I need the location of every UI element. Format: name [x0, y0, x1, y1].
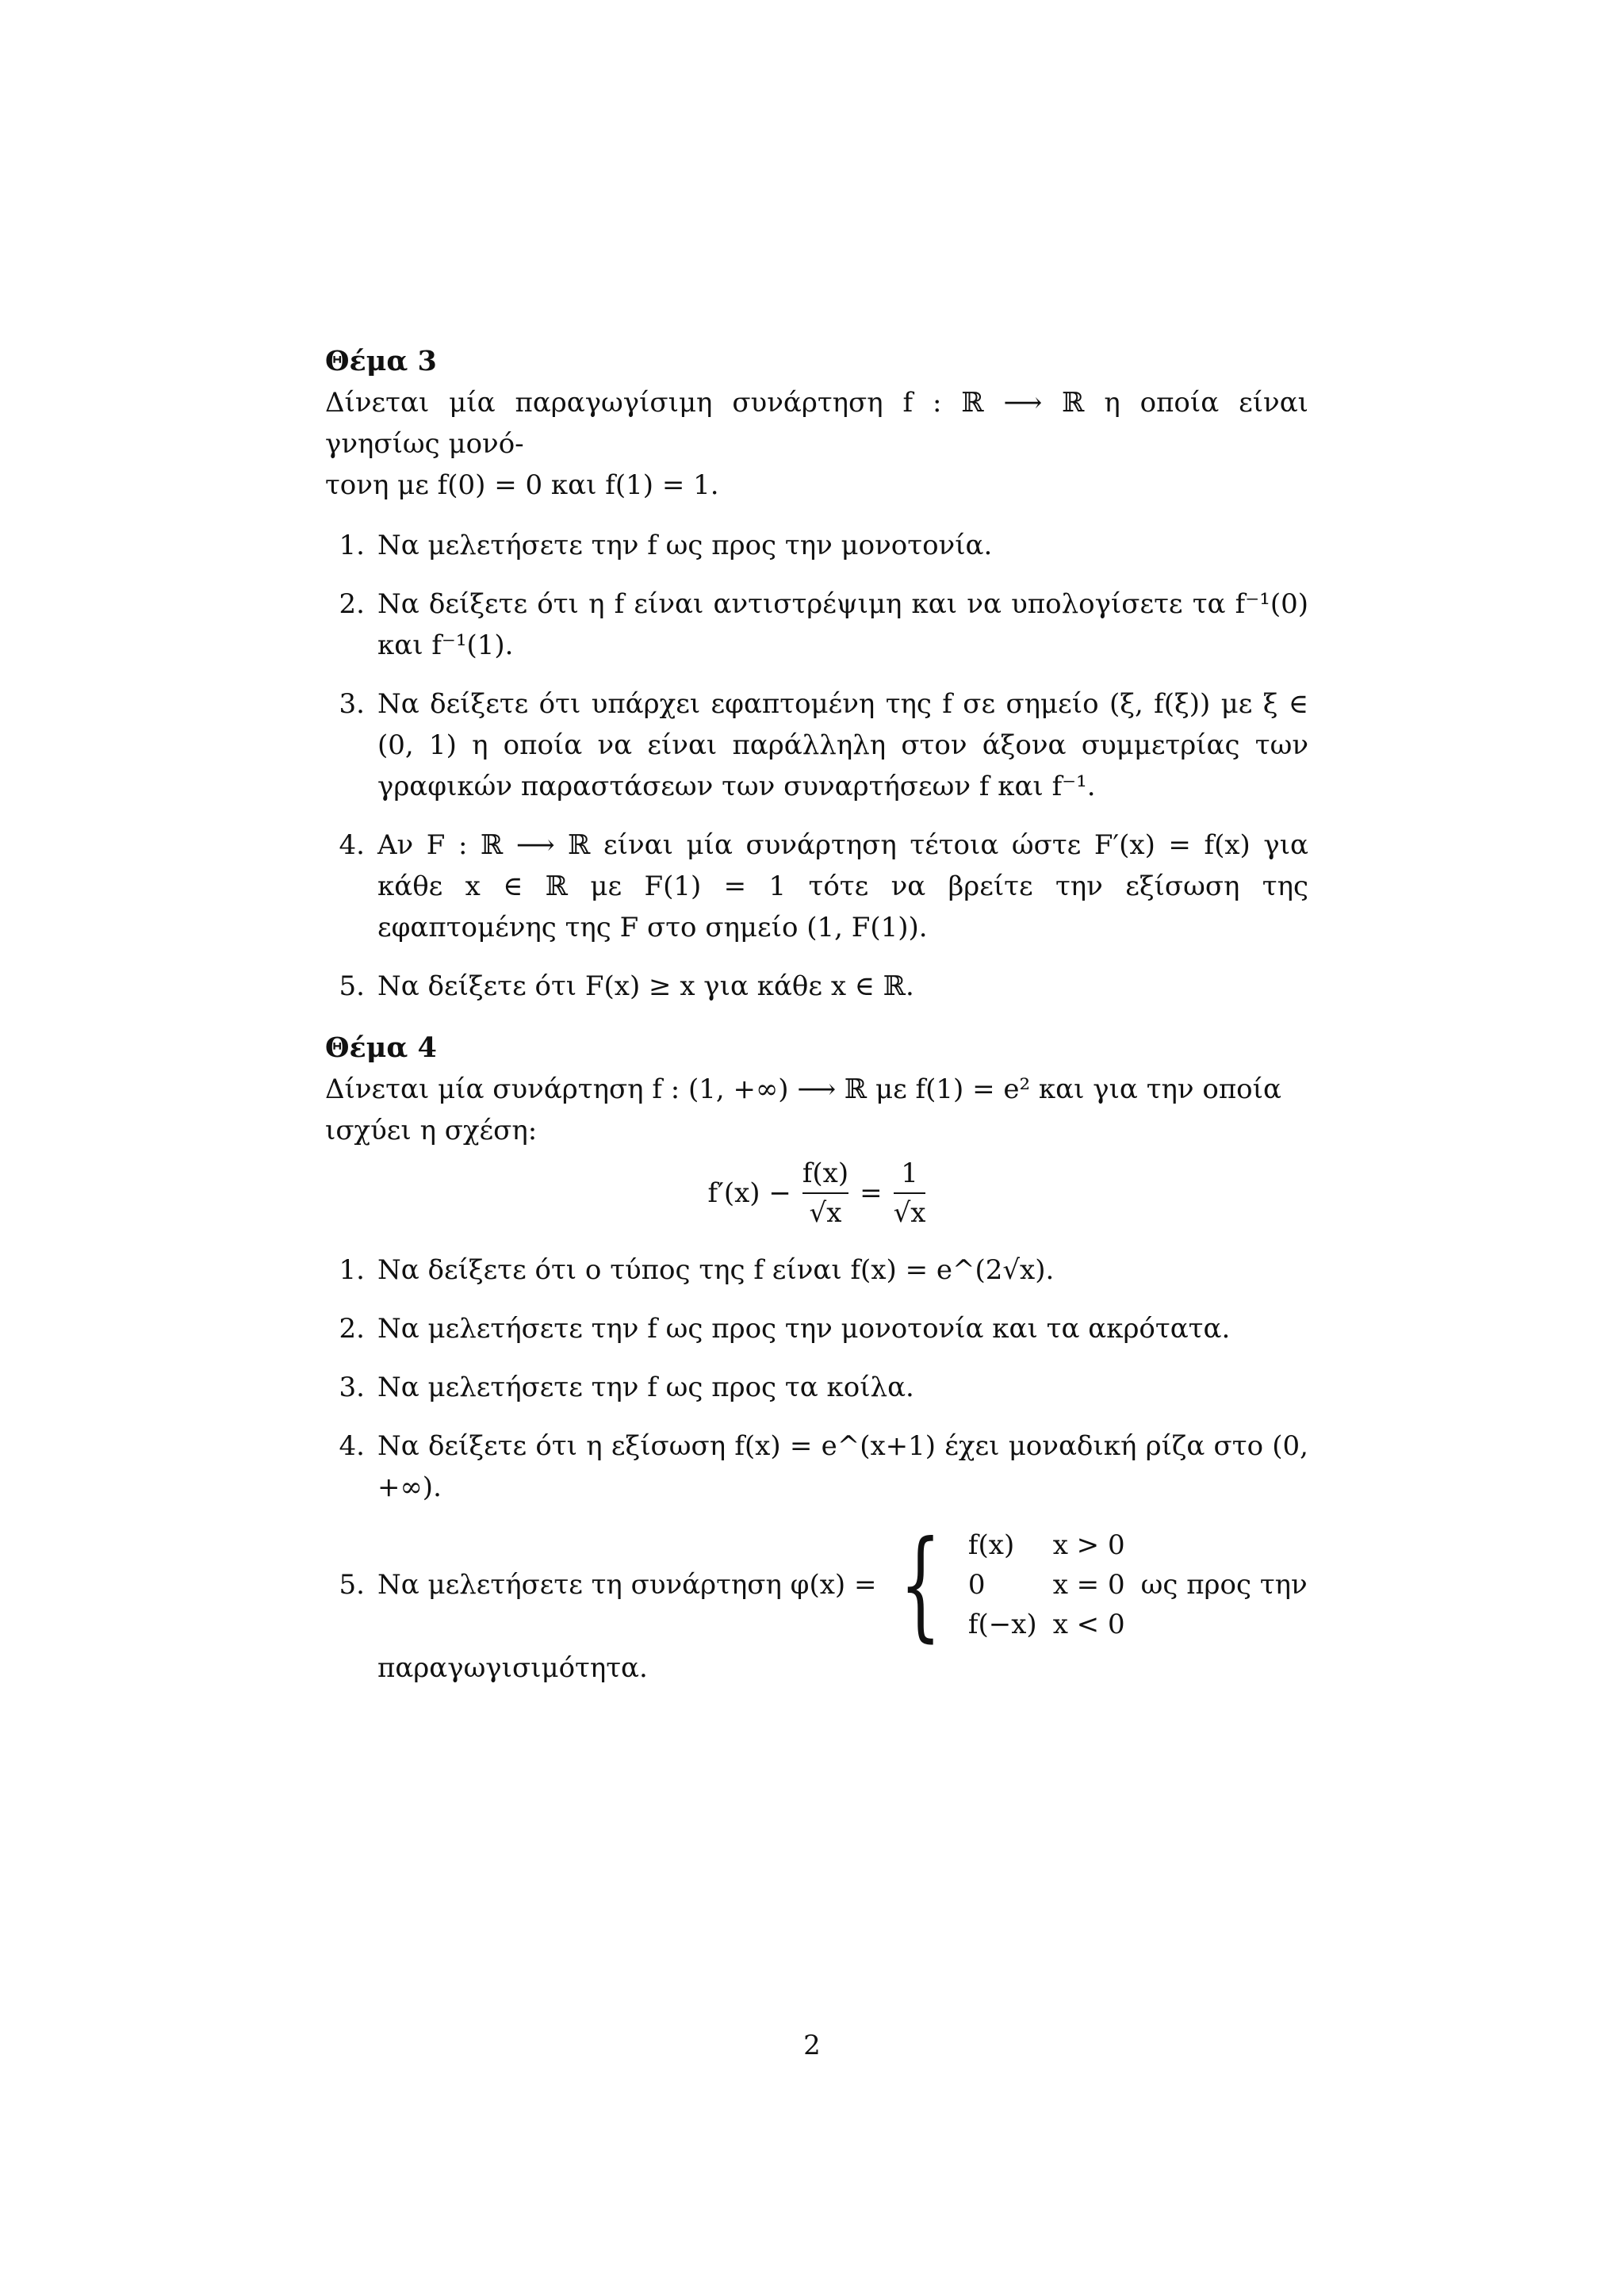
theme-3-intro-line2: τονη με f(0) = 0 και f(1) = 1.	[325, 469, 719, 501]
theme-4-intro-line2: ισχύει η σχέση:	[325, 1115, 538, 1146]
list-item	[325, 1367, 1308, 1408]
case-cond: x > 0	[1052, 1529, 1125, 1561]
theme-3-intro	[325, 382, 1308, 506]
list-item	[325, 966, 1308, 1007]
list-item	[325, 1249, 1308, 1291]
item-text: Να δείξετε ότι υπάρχει εφαπτομένη της f σε σημείο (ξ, f(ξ)) με ξ ∈ (0, 1) η οποία να είναι παράλληλη στον άξονα συμμετρίας των γραφικών παραστάσεων των συναρτήσεων f και f⁻¹.	[377, 688, 1308, 802]
item-text: Να δείξετε ότι ο τύπος της f είναι f(x) = e^(2√x).	[377, 1254, 1055, 1286]
fraction-1-numerator: f(x)	[802, 1158, 849, 1189]
item-5-trail: ως προς την	[1140, 1569, 1308, 1601]
page-number: 2	[803, 2030, 821, 2061]
fraction-2-numerator: 1	[901, 1158, 918, 1189]
case-expr: f(−x)	[967, 1609, 1037, 1640]
fraction-2-denominator: √x	[893, 1197, 926, 1229]
list-item	[325, 1308, 1308, 1349]
item-number: 5.	[339, 1569, 365, 1601]
item-text: Αν F : ℝ ⟶ ℝ είναι μία συνάρτηση τέτοια ώστε F′(x) = f(x) για κάθε x ∈ ℝ με F(1) = 1 τότε να βρείτε την εξίσωση της εφαπτομένης της F στο σημείο (1, F(1)).	[377, 829, 1308, 943]
item-number: 1.	[339, 530, 365, 561]
case-cond: x < 0	[1052, 1609, 1125, 1640]
item-number: 5.	[339, 970, 365, 1002]
list-item	[325, 584, 1308, 666]
item-number: 1.	[339, 1254, 365, 1286]
fraction-2	[894, 1156, 926, 1230]
case-expr: f(x)	[967, 1529, 1015, 1561]
list-item	[325, 1516, 1308, 1689]
item-number: 4.	[339, 1430, 365, 1462]
theme-4-intro-line1: Δίνεται μία συνάρτηση f : (1, +∞) ⟶ ℝ με f(1) = e² και για την οποία	[325, 1073, 1281, 1105]
theme-4-items	[325, 1249, 1308, 1689]
case-expr: 0	[967, 1569, 986, 1601]
item-text: Να μελετήσετε την f ως προς την μονοτονία.	[377, 530, 993, 561]
fraction-bar	[894, 1192, 926, 1194]
fraction-1-denominator: √x	[809, 1197, 842, 1229]
item-text: Να μελετήσετε την f ως προς την μονοτονία και τα ακρότατα.	[377, 1313, 1231, 1345]
case-row	[968, 1605, 1141, 1644]
theme-3-section	[325, 341, 1308, 1007]
case-row	[968, 1565, 1141, 1605]
item-number: 3.	[339, 1372, 365, 1403]
list-item	[325, 525, 1308, 566]
item-number: 2.	[339, 588, 365, 620]
theme-3-intro-line1: Δίνεται μία παραγωγίσιμη συνάρτηση f : ℝ ⟶ ℝ η οποία είναι γνησίως μονό-	[325, 387, 1308, 460]
equation-lhs: f′(x) −	[707, 1177, 791, 1209]
theme-3-title: Θέμα 3	[325, 345, 437, 377]
list-item	[325, 825, 1308, 948]
item-number: 3.	[339, 688, 365, 720]
case-cond: x = 0	[1052, 1569, 1125, 1601]
theme-4-title: Θέμα 4	[325, 1031, 437, 1064]
list-item	[325, 683, 1308, 807]
cases-table	[968, 1525, 1141, 1644]
fraction-1	[802, 1156, 848, 1230]
left-brace: {	[899, 1516, 942, 1654]
page-body	[325, 341, 1308, 1709]
equation-equals: =	[860, 1177, 883, 1209]
display-equation	[325, 1156, 1308, 1230]
item-5-lead: Να μελετήσετε τη συνάρτηση φ(x) =	[377, 1569, 877, 1601]
item-text: Να δείξετε ότι η εξίσωση f(x) = e^(x+1) έχει μοναδική ρίζα στο (0, +∞).	[377, 1430, 1308, 1503]
theme-4-section	[325, 1027, 1308, 1689]
item-text: Να δείξετε ότι F(x) ≥ x για κάθε x ∈ ℝ.	[377, 970, 914, 1002]
item-number: 4.	[339, 829, 365, 861]
fraction-bar	[802, 1192, 848, 1194]
theme-3-items	[325, 525, 1308, 1007]
item-number: 2.	[339, 1313, 365, 1345]
item-5-row	[325, 1516, 1308, 1654]
item-text: Να μελετήσετε την f ως προς τα κοίλα.	[377, 1372, 914, 1403]
case-row	[968, 1525, 1141, 1565]
item-text: Να δείξετε ότι η f είναι αντιστρέψιμη και να υπολογίσετε τα f⁻¹(0) και f⁻¹(1).	[377, 588, 1308, 661]
item-5-continuation: παραγωγισιμότητα.	[377, 1652, 648, 1684]
theme-4-intro	[325, 1069, 1308, 1151]
list-item	[325, 1425, 1308, 1508]
